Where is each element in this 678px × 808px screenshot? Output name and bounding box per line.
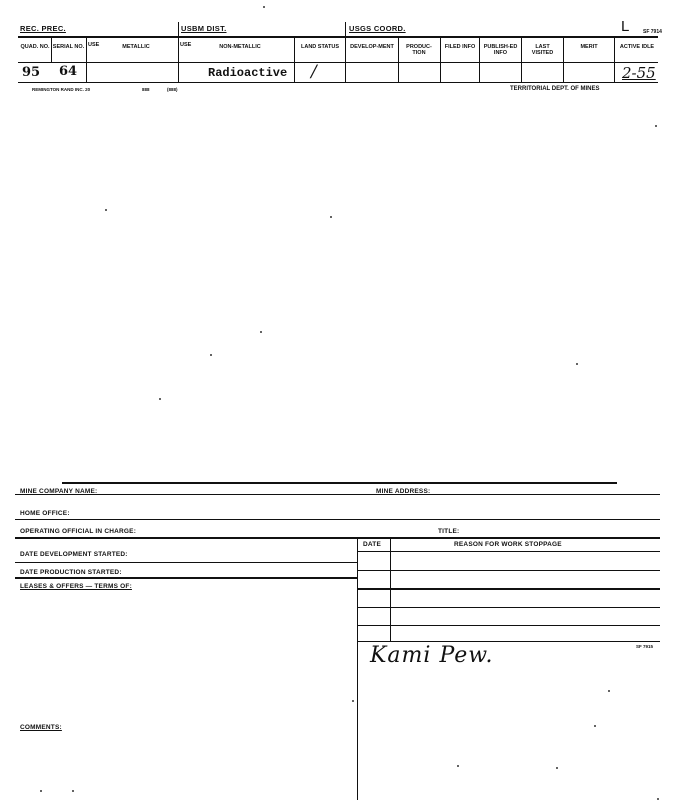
col-divider <box>86 38 87 82</box>
active-idle-value: 2-55 <box>622 64 656 82</box>
bottom-rule <box>15 562 357 563</box>
bottom-rule <box>15 577 357 579</box>
bottom-rule <box>15 519 660 520</box>
top-rule-2 <box>18 62 658 63</box>
comments-label: COMMENTS: <box>20 724 62 731</box>
date-prod-started-label: DATE PRODUCTION STARTED: <box>20 569 122 576</box>
metallic-header: METALLIC <box>122 44 150 50</box>
home-office-label: HOME OFFICE: <box>20 510 70 517</box>
land-status-value: / <box>311 62 317 82</box>
top-divider <box>345 22 346 37</box>
top-divider <box>178 22 179 37</box>
stoppage-row-line <box>357 625 660 626</box>
quad-no-header: QUAD. NO. <box>20 44 50 50</box>
operating-official-label: OPERATING OFFICIAL IN CHARGE: <box>20 528 137 535</box>
non-metallic-header: NON-METALLIC <box>219 44 261 50</box>
stoppage-left-border <box>357 538 358 800</box>
top-rule-3 <box>18 82 658 83</box>
col-divider <box>398 38 399 82</box>
top-rule-1 <box>18 36 658 38</box>
speck <box>576 363 578 365</box>
stoppage-row-line <box>357 551 660 552</box>
speck <box>40 790 42 792</box>
speck <box>330 216 332 218</box>
date-dev-started-label: DATE DEVELOPMENT STARTED: <box>20 551 128 558</box>
col-divider <box>563 38 564 82</box>
stoppage-row-line <box>357 570 660 571</box>
speck <box>260 331 262 333</box>
rec-prec-label: REC. PREC. <box>20 24 66 33</box>
col-divider <box>178 38 179 82</box>
mine-company-name-label: MINE COMPANY NAME: <box>20 488 98 495</box>
usbm-dist-label: USBM DIST. <box>181 24 227 33</box>
active-idle-header: ACTIVE IDLE <box>619 44 655 50</box>
merit-header: MERIT <box>580 44 598 50</box>
production-header: PRODUC-TION <box>406 44 432 56</box>
bottom-rule <box>15 494 660 495</box>
col-divider <box>614 38 615 82</box>
bottom-rule <box>15 537 660 539</box>
speck <box>657 798 659 800</box>
bottom-form-number: SF 7915 <box>636 644 654 649</box>
stoppage-row-line <box>357 641 660 642</box>
stoppage-row-line <box>357 588 660 590</box>
filed-info-header: FILED INFO <box>444 44 476 50</box>
top-form-number: SF 7914 <box>643 29 662 35</box>
speck <box>159 398 161 400</box>
title-label: TITLE: <box>438 528 460 535</box>
col-divider <box>294 38 295 82</box>
speck <box>210 354 212 356</box>
col-divider <box>479 38 480 82</box>
handwritten-note: Kami Pew. <box>370 643 494 668</box>
speck <box>608 690 610 692</box>
speck <box>105 209 107 211</box>
col-divider <box>440 38 441 82</box>
use-header-metallic: USE <box>88 42 100 48</box>
quad-no-value: 95 <box>22 65 41 80</box>
speck <box>457 765 459 767</box>
speck <box>263 6 265 8</box>
non-metallic-value: Radioactive <box>208 66 288 80</box>
col-divider <box>51 38 52 62</box>
published-info-header: PUBLISH-ED INFO <box>483 44 518 56</box>
development-header: DEVELOP-MENT <box>350 44 394 50</box>
usgs-coord-label: USGS COORD. <box>349 24 406 33</box>
territorial-dept-label: TERRITORIAL DEPT. OF MINES <box>510 86 600 92</box>
date-column-header: DATE <box>363 541 382 548</box>
speck <box>352 700 354 702</box>
stoppage-row-line <box>357 607 660 608</box>
printer-code-paren: (888) <box>167 87 178 92</box>
reason-column-header: REASON FOR WORK STOPPAGE <box>454 541 562 548</box>
stoppage-date-divider <box>390 538 391 642</box>
land-status-header: LAND STATUS <box>301 44 339 50</box>
last-visited-header: LAST VISITED <box>531 44 554 56</box>
speck <box>655 125 657 127</box>
serial-no-value: 64 <box>59 64 78 79</box>
serial-no-header: SERIAL NO. <box>52 44 85 50</box>
printer-code: 888 <box>142 87 150 92</box>
speck <box>72 790 74 792</box>
speck <box>594 725 596 727</box>
speck <box>556 767 558 769</box>
bottom-card-top-edge <box>62 482 617 484</box>
printer-imprint: REMINGTON RAND INC. 20 <box>32 87 91 92</box>
leases-label: LEASES & OFFERS — TERMS OF: <box>20 583 132 590</box>
mine-address-label: MINE ADDRESS: <box>376 488 431 495</box>
corner-mark: L <box>621 18 630 35</box>
use-header-nonmetallic: USE <box>180 42 192 48</box>
col-divider <box>345 38 346 82</box>
col-divider <box>521 38 522 82</box>
